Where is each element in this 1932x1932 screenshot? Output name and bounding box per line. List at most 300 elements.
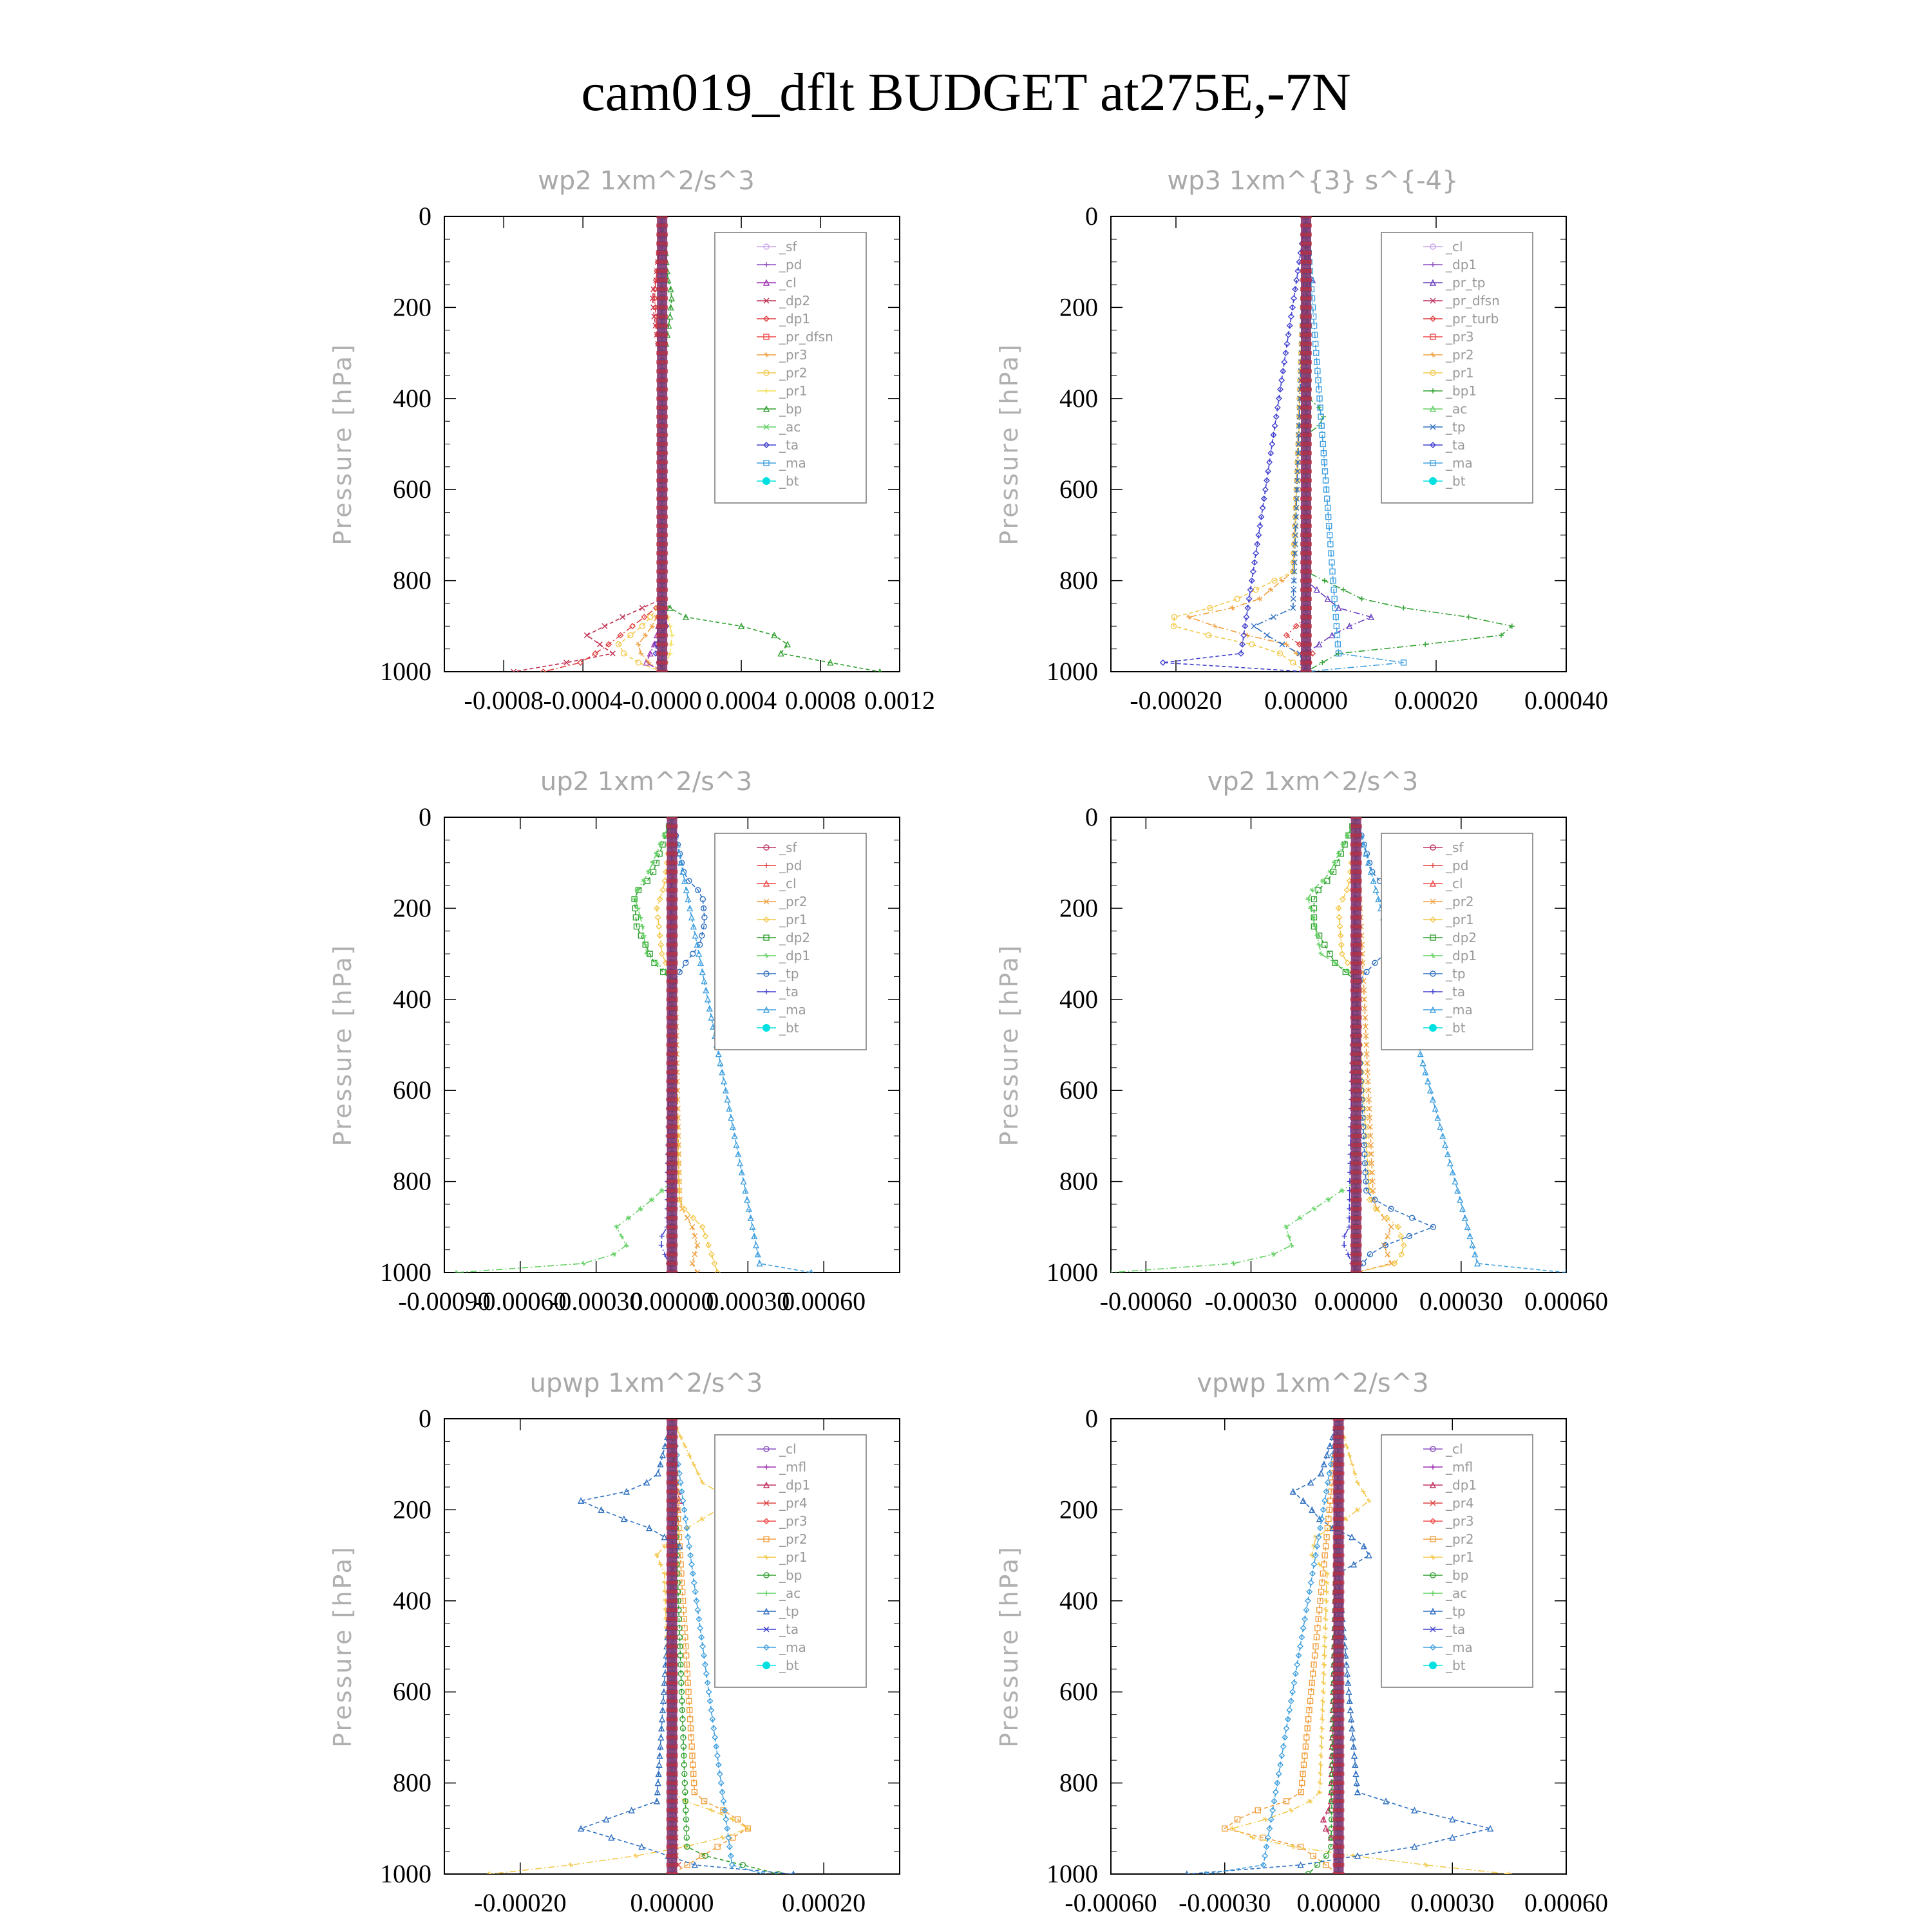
y-tick-label: 800: [1059, 565, 1098, 595]
zero-line-marker: [1350, 1088, 1362, 1092]
zero-line-marker: [1350, 980, 1362, 983]
zero-line-marker: [656, 333, 668, 337]
legend-label: _cl: [779, 275, 797, 290]
zero-line-marker: [1350, 970, 1362, 974]
x-tick-label: -0.00020: [1130, 686, 1222, 715]
series-point: [1279, 578, 1284, 583]
series-point: [1291, 1844, 1296, 1850]
zero-line-marker: [1350, 1097, 1362, 1101]
y-tick-label: 0: [1085, 202, 1098, 231]
page-title: cam019_dflt BUDGET at275E,-7N: [581, 62, 1351, 122]
zero-line-marker: [667, 1454, 678, 1457]
zero-line-marker: [656, 388, 668, 392]
x-tick-label: -0.0008: [464, 686, 544, 715]
zero-line-marker: [1350, 1271, 1362, 1274]
series-point: [1332, 960, 1338, 965]
x-tick-label: 0.00060: [782, 1287, 866, 1316]
series-point: [1344, 1443, 1349, 1448]
chart-panel-2: [995, 166, 1608, 715]
zero-line-marker: [1350, 934, 1362, 938]
panel-title: upwp 1xm^2/s^3: [529, 1368, 763, 1398]
x-tick-label: 0.00060: [1524, 1287, 1608, 1316]
legend-label: _bt: [779, 473, 799, 489]
zero-line-marker: [1333, 1535, 1345, 1539]
zero-line-marker: [1300, 296, 1312, 300]
x-tick-label: 0.0008: [785, 686, 857, 715]
zero-line-marker: [667, 980, 678, 983]
series-point: [639, 623, 645, 629]
zero-line-marker: [1300, 442, 1312, 446]
legend-label: _pr4: [1446, 1495, 1474, 1511]
legend-label: _tp: [779, 966, 799, 981]
zero-line-marker: [1350, 815, 1362, 819]
zero-line-marker: [1300, 478, 1312, 482]
series-line-pr1: [490, 1419, 748, 1874]
series-point: [1453, 1179, 1458, 1184]
zero-line-marker: [1350, 1207, 1362, 1211]
zero-line-marker: [1350, 1180, 1362, 1184]
zero-line-marker: [1300, 624, 1312, 628]
series-point: [1318, 1762, 1323, 1767]
zero-line-marker: [1333, 1581, 1345, 1585]
zero-line-marker: [656, 232, 668, 236]
zero-line-marker: [1300, 433, 1312, 437]
series-line-pr1: [1174, 216, 1306, 672]
zero-line-marker: [667, 1088, 678, 1092]
zero-line-marker: [667, 1571, 678, 1575]
series-point: [683, 1443, 688, 1448]
zero-line-marker: [656, 643, 668, 647]
zero-line-marker: [656, 606, 668, 610]
legend-label: _bp: [779, 1567, 802, 1583]
series-line-pr2: [1225, 1419, 1339, 1874]
zero-line-marker: [1333, 1727, 1345, 1730]
legend-label: _tp: [1446, 966, 1466, 981]
series-point: [641, 878, 646, 884]
series-point: [647, 660, 652, 665]
legend-label: _pr_tp: [1446, 275, 1486, 290]
x-tick-label: -0.00030: [1204, 1287, 1298, 1316]
zero-line-marker: [667, 1772, 678, 1776]
zero-line-marker: [667, 1216, 678, 1220]
zero-line-marker: [667, 1817, 678, 1821]
zero-line-marker: [667, 1043, 678, 1047]
series-point: [683, 960, 688, 965]
series-point: [603, 1817, 609, 1822]
zero-line-marker: [667, 824, 678, 828]
series-point: [602, 623, 607, 629]
legend-label: _pr1: [779, 912, 808, 927]
zero-line-marker: [1300, 260, 1312, 264]
zero-line-marker: [1350, 1007, 1362, 1010]
series-point: [654, 851, 659, 857]
chart-panel-5: [328, 1368, 900, 1917]
y-tick-label: 1000: [1046, 657, 1098, 686]
series-point: [1320, 1698, 1325, 1703]
zero-line-marker: [1333, 1699, 1345, 1703]
legend-label: _pr2: [1446, 1531, 1474, 1547]
zero-line-marker: [667, 952, 678, 956]
zero-line-marker: [1350, 833, 1362, 837]
zero-line-marker: [1350, 870, 1362, 874]
zero-line-marker: [656, 478, 668, 482]
zero-line-marker: [667, 1161, 678, 1165]
zero-line-marker: [1350, 1025, 1362, 1028]
series-point: [1332, 860, 1337, 866]
zero-line-marker: [1350, 1125, 1362, 1129]
zero-line-marker: [656, 315, 668, 319]
series-point: [1340, 1188, 1345, 1193]
zero-line-marker: [667, 906, 678, 910]
zero-line-marker: [1300, 315, 1312, 319]
series-point: [1340, 951, 1345, 956]
zero-line-marker: [667, 1444, 678, 1448]
panel-title: wp2 1xm^2/s^3: [538, 166, 755, 196]
zero-line-marker: [667, 1790, 678, 1794]
series-point: [703, 1233, 708, 1238]
zero-line-marker: [667, 1079, 678, 1083]
series-point: [1318, 1753, 1323, 1758]
series-point: [1307, 1799, 1312, 1804]
zero-line-marker: [656, 324, 668, 328]
legend-label: _ac: [1446, 1586, 1468, 1601]
series-point: [621, 651, 627, 656]
series-point: [1231, 1261, 1236, 1266]
zero-line-marker: [1333, 1736, 1345, 1739]
series-point: [1325, 505, 1331, 510]
series-point: [629, 1808, 634, 1813]
zero-line-marker: [1350, 1234, 1362, 1238]
legend: [1381, 232, 1533, 503]
legend-label: _tp: [779, 1604, 799, 1619]
x-tick-label: 0.00000: [1296, 1888, 1381, 1917]
zero-line-marker: [667, 1007, 678, 1010]
zero-line-marker: [667, 1835, 678, 1839]
y-tick-label: 400: [393, 984, 431, 1014]
zero-line-marker: [1333, 1708, 1345, 1712]
zero-line-marker: [1333, 1499, 1345, 1502]
series-point: [636, 660, 641, 665]
x-tick-label: 0.00000: [630, 1888, 714, 1917]
series-point: [691, 1462, 696, 1467]
y-tick-label: 0: [419, 802, 431, 831]
chart-panel-4: [995, 767, 1608, 1316]
zero-line-marker: [1300, 397, 1312, 401]
series-point: [1311, 1206, 1316, 1211]
zero-line-marker: [667, 1490, 678, 1493]
series-point: [1388, 1224, 1394, 1229]
series-point: [1309, 1553, 1314, 1558]
zero-line-marker: [656, 488, 668, 491]
zero-line-marker: [1333, 1863, 1345, 1867]
zero-line-marker: [1300, 606, 1312, 610]
series-point: [1323, 1625, 1328, 1631]
series-point: [1412, 1808, 1417, 1813]
zero-line-marker: [667, 1645, 678, 1649]
zero-line-marker: [667, 1426, 678, 1430]
series-point: [1271, 1252, 1276, 1257]
zero-line-marker: [667, 1052, 678, 1056]
series-line-pr2: [1189, 216, 1306, 672]
series-point: [715, 1844, 720, 1850]
legend-label: _pr3: [1446, 1513, 1474, 1529]
legend-label: _pr_turb: [1446, 311, 1499, 327]
legend-label: _pr4: [779, 1495, 808, 1511]
zero-line-marker: [1350, 852, 1362, 856]
zero-line-marker: [1333, 1626, 1345, 1630]
x-tick-label: -0.00020: [474, 1888, 567, 1917]
y-tick-label: 600: [393, 475, 431, 504]
panel-title: vp2 1xm^2/s^3: [1207, 767, 1419, 797]
zero-line-marker: [667, 1070, 678, 1074]
x-tick-label: -0.00030: [550, 1287, 643, 1316]
zero-line-marker: [1350, 1134, 1362, 1138]
zero-line-marker: [656, 460, 668, 464]
zero-line-marker: [1350, 897, 1362, 901]
x-tick-label: -0.0004: [543, 686, 623, 715]
y-tick-label: 800: [393, 1768, 431, 1797]
zero-line-marker: [667, 1626, 678, 1630]
legend-label: _pd: [1446, 858, 1469, 873]
zero-line-marker: [1300, 643, 1312, 647]
zero-line-marker: [667, 1535, 678, 1539]
zero-line-marker: [667, 1198, 678, 1202]
zero-line-marker: [1350, 1061, 1362, 1065]
series-point: [1322, 578, 1327, 583]
zero-line-marker: [1350, 861, 1362, 865]
zero-line-marker: [667, 1234, 678, 1238]
y-tick-label: 600: [1059, 475, 1098, 504]
zero-line-marker: [656, 506, 668, 509]
x-tick-label: 0.0004: [706, 686, 777, 715]
y-tick-label: 1000: [380, 657, 431, 686]
y-tick-label: 0: [419, 1404, 431, 1433]
zero-line-marker: [1300, 406, 1312, 410]
zero-line-marker: [656, 442, 668, 446]
chart-panel-1: [328, 166, 935, 715]
legend-label: _cl: [1446, 1441, 1463, 1457]
zero-line-marker: [1300, 588, 1312, 592]
zero-line-marker: [656, 287, 668, 291]
x-tick-label: 0.00040: [1524, 686, 1608, 715]
zero-line-marker: [1333, 1745, 1345, 1748]
x-tick-label: 0.0012: [864, 686, 935, 715]
zero-line-marker: [1333, 1799, 1345, 1803]
legend-label: _cl: [1446, 239, 1463, 254]
series-point: [1320, 1726, 1325, 1731]
legend-label: _bt: [779, 1020, 799, 1036]
zero-line-marker: [1350, 1189, 1362, 1193]
series-point: [1289, 1243, 1294, 1248]
series-point: [1289, 1808, 1294, 1813]
zero-line-marker: [667, 833, 678, 837]
x-tick-label: -0.00090: [398, 1287, 491, 1316]
zero-line-marker: [1333, 1826, 1345, 1830]
y-tick-label: 400: [1059, 984, 1098, 1014]
series-point: [1230, 605, 1235, 611]
zero-line-marker: [667, 1854, 678, 1858]
series-point: [639, 924, 645, 929]
zero-line-marker: [656, 624, 668, 628]
series-point: [581, 1261, 586, 1266]
zero-line-marker: [1350, 906, 1362, 910]
zero-line-marker: [1350, 998, 1362, 1001]
zero-line-marker: [1350, 989, 1362, 992]
zero-line-marker: [667, 1826, 678, 1830]
series-point: [597, 642, 602, 647]
x-tick-label: 0.00000: [1264, 686, 1348, 715]
zero-line-marker: [1300, 661, 1312, 665]
zero-line-marker: [1333, 1490, 1345, 1493]
zero-line-marker: [667, 1517, 678, 1521]
series-point: [654, 960, 659, 965]
series-point: [659, 1233, 665, 1238]
zero-line-marker: [1333, 1654, 1345, 1658]
zero-line-marker: [1350, 1034, 1362, 1037]
zero-line-marker: [1300, 488, 1312, 491]
series-point: [1263, 1817, 1268, 1822]
zero-line-marker: [1333, 1854, 1345, 1858]
legend-label: _dp1: [1446, 257, 1477, 272]
legend-label: _mfl: [1446, 1459, 1473, 1475]
legend-label: _ta: [779, 437, 799, 453]
panel-title: up2 1xm^2/s^3: [540, 767, 753, 797]
zero-line-marker: [1300, 579, 1312, 583]
series-point: [1341, 1243, 1347, 1248]
series-point: [1253, 587, 1258, 592]
series-point: [656, 1471, 661, 1476]
legend-label: _ma: [1446, 1640, 1473, 1655]
zero-line-marker: [667, 1727, 678, 1730]
series-point: [1373, 887, 1378, 893]
zero-line-marker: [1300, 633, 1312, 637]
legend-label: _bt: [779, 1658, 799, 1673]
series-point: [709, 1015, 714, 1020]
legend-label: _ta: [779, 1622, 799, 1637]
zero-line-marker: [1333, 1817, 1345, 1821]
zero-line-marker: [1350, 1161, 1362, 1165]
series-point: [1322, 1644, 1327, 1649]
zero-line-marker: [1333, 1481, 1345, 1484]
legend-label: _dp2: [1446, 930, 1477, 945]
series-point: [1325, 1197, 1331, 1202]
legend-label: _cl: [1446, 876, 1463, 891]
series-point: [678, 1434, 683, 1439]
series-point: [1328, 869, 1333, 875]
series-point: [1249, 642, 1255, 647]
zero-line-marker: [1300, 469, 1312, 473]
zero-line-marker: [667, 1872, 678, 1876]
zero-line-marker: [656, 424, 668, 428]
legend: [1381, 1435, 1533, 1687]
legend-label: _dp1: [1446, 1477, 1477, 1493]
series-point: [1322, 942, 1327, 947]
series-point: [1410, 1215, 1415, 1220]
series-point: [1318, 1471, 1323, 1476]
zero-line-marker: [1300, 497, 1312, 500]
legend-label: _bp1: [1446, 383, 1477, 399]
y-tick-label: 600: [393, 1075, 431, 1105]
zero-line-marker: [667, 861, 678, 865]
series-point: [1359, 596, 1365, 601]
series-point: [1318, 1781, 1323, 1786]
series-point: [1251, 623, 1256, 629]
series-point: [1352, 1471, 1358, 1476]
zero-line-marker: [667, 1207, 678, 1211]
legend-label: _dp2: [779, 930, 811, 945]
legend-label: _pr2: [779, 894, 808, 909]
series-point: [621, 1517, 627, 1522]
zero-line-marker: [656, 269, 668, 273]
series-line-dp2: [514, 216, 663, 672]
zero-line-marker: [667, 1152, 678, 1156]
legend-label: _dp1: [1446, 948, 1477, 963]
zero-line-marker: [656, 351, 668, 355]
series-point: [1291, 596, 1296, 601]
zero-line-marker: [1333, 1590, 1345, 1594]
legend-label: _dp1: [779, 1477, 811, 1493]
legend-label: _ta: [1446, 1622, 1466, 1637]
y-axis-label: Pressure [hPa]: [995, 343, 1023, 545]
y-axis-label: Pressure [hPa]: [328, 1545, 357, 1748]
series-point: [696, 951, 701, 956]
y-tick-label: 800: [393, 565, 431, 595]
series-line-ta: [1163, 216, 1306, 672]
x-tick-label: 0.00030: [1419, 1287, 1503, 1316]
series-point: [1350, 1462, 1355, 1467]
zero-line-marker: [656, 223, 668, 227]
series-point: [1318, 951, 1323, 956]
series-point: [1341, 587, 1346, 592]
zero-line-marker: [667, 1799, 678, 1803]
zero-line-marker: [667, 1754, 678, 1757]
x-tick-label: 0.00020: [1394, 686, 1478, 715]
series-point: [1316, 642, 1321, 647]
zero-line-marker: [1350, 1244, 1362, 1247]
zero-line-marker: [1333, 1645, 1345, 1649]
zero-line-marker: [1350, 1216, 1362, 1220]
series-line-dp1: [544, 216, 662, 672]
series-point: [1321, 1689, 1326, 1694]
series-point: [488, 1871, 493, 1877]
zero-line-marker: [667, 1617, 678, 1621]
zero-line-marker: [667, 1708, 678, 1712]
series-point: [1361, 1489, 1366, 1494]
series-point: [1322, 1634, 1327, 1640]
series-point: [1401, 605, 1406, 611]
zero-line-marker: [1333, 1553, 1345, 1557]
zero-line-marker: [1300, 324, 1312, 328]
zero-line-marker: [667, 1061, 678, 1065]
series-point: [659, 1243, 664, 1248]
y-tick-label: 0: [1085, 802, 1098, 831]
zero-line-marker: [667, 879, 678, 883]
y-tick-label: 400: [1059, 1586, 1098, 1615]
zero-line-marker: [1300, 569, 1312, 573]
zero-line-marker: [1333, 1472, 1345, 1475]
zero-line-marker: [1333, 1835, 1345, 1839]
y-tick-label: 200: [1059, 1495, 1098, 1524]
series-point: [690, 951, 696, 956]
legend-label: _pr2: [1446, 894, 1474, 909]
zero-line-marker: [667, 1763, 678, 1766]
zero-line-marker: [656, 652, 668, 656]
legend: [1381, 833, 1533, 1050]
zero-line-marker: [1300, 278, 1312, 282]
zero-line-marker: [1333, 1571, 1345, 1575]
series-point: [643, 942, 648, 947]
series-point: [685, 1215, 690, 1220]
